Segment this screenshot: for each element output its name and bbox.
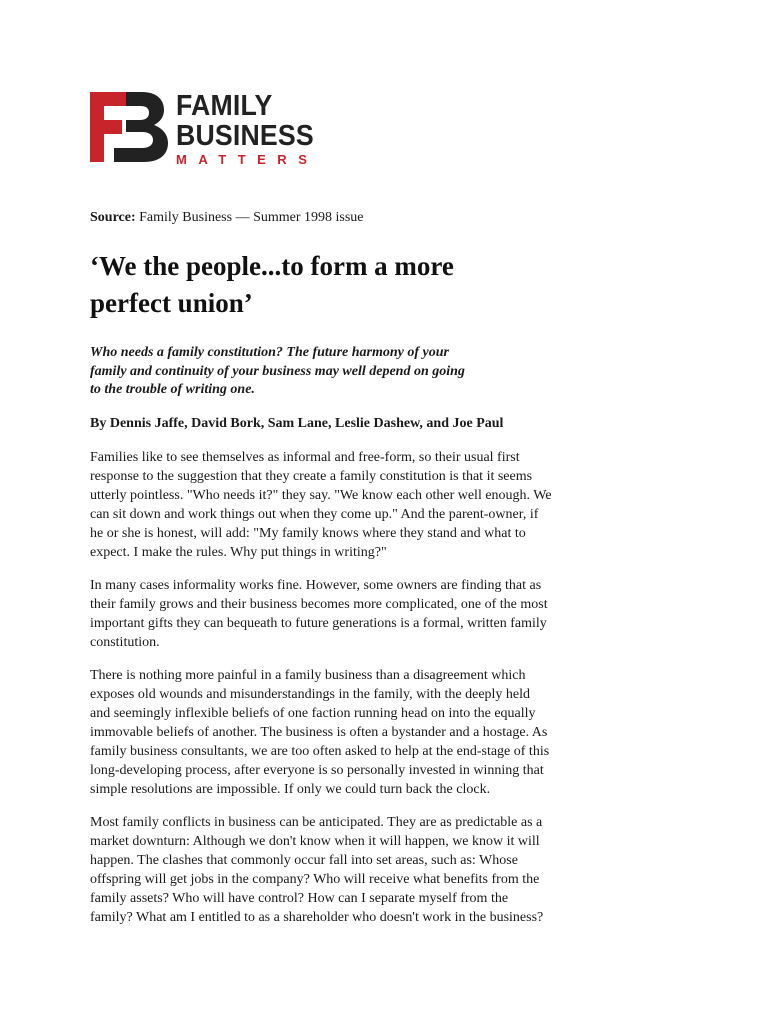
- logo-wordmark: [176, 92, 326, 167]
- body-paragraph: Most family conflicts in business can be anticipated. They are as predictable as a market downturn: Although we don't know when it will happen, we know it will happen. The clashes that commonly occur fall into set areas, such as: Whose offspring will get jobs in the company? Who will receive what benefits from the family assets? Who will have control? How can I separate myself from the family? What am I entitled to as a shareholder who doesn't work in the business?: [90, 814, 544, 925]
- source-label: Source:: [90, 210, 136, 225]
- body-paragraph: There is nothing more painful in a family business than a disagreement which exposes old wounds and misunderstandings in the family, with the deeply held and seemingly inflexible beliefs of one faction running head on into the equally immovable beliefs of another. The business is often a bystander and a hostage. As family business consultants, we are too often asked to help at the end-stage of this long-developing process, after everyone is so personally invested in winning that simple resolutions are impossible. If only we could turn back the clock.: [90, 667, 550, 797]
- dek-line-3: to the trouble of writing one.: [90, 382, 255, 397]
- body-paragraph: Families like to see themselves as informal and free-form, so their usual first response to the suggestion that they create a family constitution is that it seems utterly pointless. "Who needs it?" they say. "We know each other well enough. We can sit down and work things out when they come up." And the parent-owner, if he or she is honest, will add: "My family knows where they stand and what to expect. I make the rules. Why put things in writing?": [90, 449, 552, 560]
- article-content: [90, 208, 560, 927]
- dek-line-1: Who needs a family constitution? The future harmony of your: [90, 345, 449, 360]
- logo-family-text: FAMILY: [176, 90, 273, 122]
- body-paragraph: In many cases informality works fine. However, some owners are finding that as their family grows and their business becomes more complicated, one of the most important gifts they can bequeath to future generations is a formal, written family constitution.: [90, 577, 548, 650]
- title-line-1: ‘We the people...to form a more: [90, 251, 454, 281]
- source-text: Family Business — Summer 1998 issue: [139, 210, 364, 225]
- article-dek: [90, 344, 510, 400]
- article-byline: By Dennis Jaffe, David Bork, Sam Lane, Leslie Dashew, and Joe Paul: [90, 415, 504, 431]
- family-business-matters-logo: [90, 90, 330, 167]
- logo-business-text: BUSINESS: [176, 120, 314, 152]
- source-line: [90, 208, 560, 228]
- dek-line-2: family and continuity of your business may well depend on going: [90, 363, 465, 379]
- logo-matters-text: MATTERS: [176, 152, 319, 167]
- title-line-2: perfect union’: [90, 288, 253, 318]
- fb-monogram-icon: [90, 92, 170, 162]
- article-title: [90, 248, 560, 322]
